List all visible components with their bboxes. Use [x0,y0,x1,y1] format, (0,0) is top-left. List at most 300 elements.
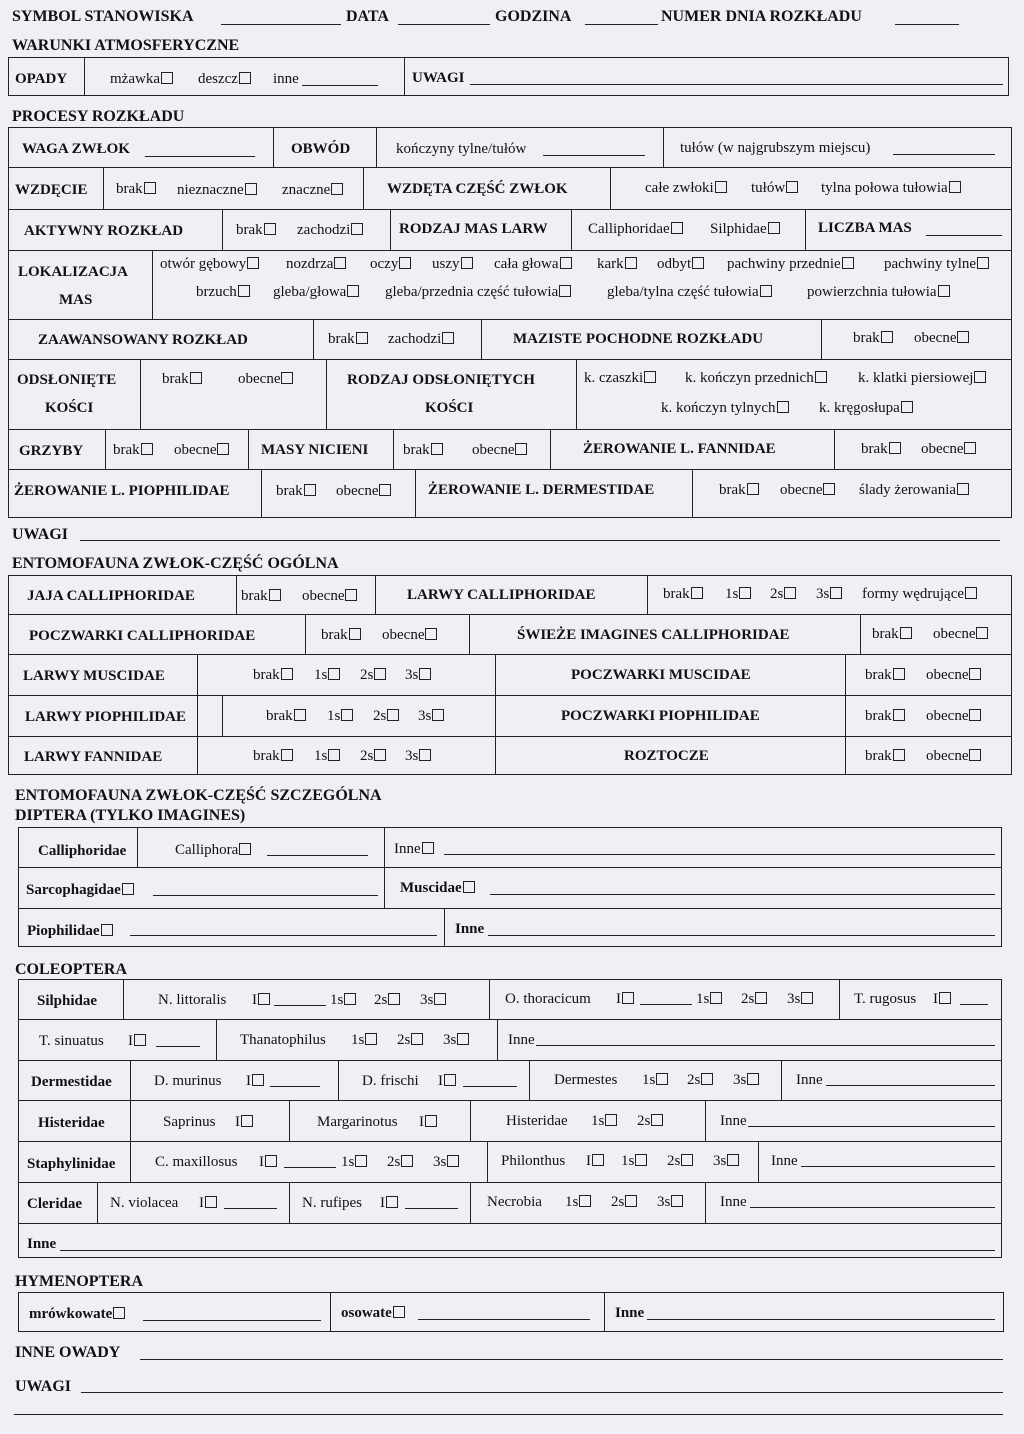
larwy-musc-2s-text: 2s [360,667,374,683]
cell-divider [130,1100,131,1141]
coleo-inne-row-label [27,1235,56,1253]
wzdecie-znaczne-checkbox[interactable] [331,183,343,195]
pocz-call-brak-checkbox[interactable] [349,628,361,640]
fill-in-line[interactable] [156,1046,200,1047]
final-uwagi-label [15,1378,71,1396]
tulow-option-text: tułów [751,180,786,196]
c-maxillosus-2s-text: 2s [387,1154,401,1170]
dermestes-3s-checkbox[interactable] [747,1073,759,1085]
c-maxillosus-i [259,1153,277,1171]
dermestidae-obecne-checkbox[interactable] [823,483,835,495]
lok2-gleba-tylna-cz-tu-owia-text: gleba/tylna część tułowia [607,284,759,300]
philonthus-1s [621,1152,647,1170]
histeridae-2s-checkbox[interactable] [651,1114,663,1126]
t-sinuatus-i-checkbox[interactable] [134,1034,146,1046]
jaja-brak-checkbox[interactable] [269,589,281,601]
larwy-pioph-2s [373,707,399,725]
niciebi-brak [403,441,443,459]
lok2-gleba-przednia-cz-tu-owia-checkbox[interactable] [559,285,571,297]
row-divider [18,1182,1002,1183]
final-uwagi-field[interactable] [81,1392,1003,1393]
coleoptera-title-text: COLEOPTERA [15,961,128,978]
larwy-fann-brak-checkbox[interactable] [281,749,293,761]
lok-pachwiny-przednie-checkbox[interactable] [842,257,854,269]
lok-oczy-checkbox[interactable] [399,257,411,269]
lokalizacja-mas-label-text: MAS [59,292,93,308]
mrowkowate-field[interactable] [143,1320,321,1321]
sarcophagidae-field[interactable] [153,895,378,896]
warunki-title [12,37,239,55]
mrowkowate-option [29,1305,125,1323]
k-kregoslupa-option-checkbox[interactable] [901,401,913,413]
aktywny-label-text: AKTYWNY ROZKŁAD [24,223,184,239]
warunki-uwagi-field[interactable] [470,84,1003,85]
lok-uszy-checkbox[interactable] [461,257,473,269]
zaawansowany-zachodzi-checkbox[interactable] [442,332,454,344]
fannidae-brak-checkbox[interactable] [889,442,901,454]
piophilidae-obecne-checkbox[interactable] [379,484,391,496]
procesy-uwagi-field[interactable] [80,540,1000,541]
philonthus-i-text: I [586,1153,591,1169]
histeridae-1s-checkbox[interactable] [605,1114,617,1126]
dermestidae-brak-text: brak [719,482,746,498]
cell-divider [497,1019,498,1060]
fill-in-line[interactable] [274,1005,326,1006]
larwy-musc-brak-checkbox[interactable] [281,668,293,680]
lok-uszy-text: uszy [432,256,460,272]
k-czaszki-option [584,369,656,387]
o-thoracicum-3s-checkbox[interactable] [801,992,813,1004]
hymenoptera-title-text: HYMENOPTERA [15,1273,143,1290]
cale-zwloki-option-text: całe zwłoki [645,180,714,196]
necrobia-3s-checkbox[interactable] [671,1195,683,1207]
jaja-obecne-checkbox[interactable] [345,589,357,601]
row-divider [18,867,1002,868]
lok-ca-a-g-owa-checkbox[interactable] [560,257,572,269]
cell-divider [610,167,611,209]
pocz-call-obecne-checkbox[interactable] [425,628,437,640]
grzyby-obecne-checkbox[interactable] [217,443,229,455]
t-rugosus-i-checkbox[interactable] [939,992,951,1004]
grzyby-brak-checkbox[interactable] [141,443,153,455]
wzdecie-znaczne [282,181,343,199]
fannidae-obecne [921,440,976,458]
dermestes-2s [687,1071,713,1089]
n-littoralis-i [252,991,270,1009]
lok-ca-a-g-owa-text: cała głowa [494,256,559,272]
dermestidae-obecne [780,481,835,499]
ogolna-pocz-musc-brak-checkbox[interactable] [893,668,905,680]
piophilidae-brak-text: brak [276,483,303,499]
o-thoracicum-2s-checkbox[interactable] [755,992,767,1004]
inne-field[interactable] [302,85,378,86]
row-divider [8,250,1012,251]
cell-divider [390,209,391,250]
n-littoralis-3s-text: 3s [420,992,434,1008]
larwy-pioph-2s-checkbox[interactable] [387,709,399,721]
swieze-obecne-checkbox[interactable] [976,627,988,639]
inne-option [273,70,299,88]
wzdecie-brak-checkbox[interactable] [144,182,156,194]
procesy-title-text: PROCESY ROZKŁADU [12,108,185,125]
silphidae-label [37,992,97,1010]
d-murinus-label-text: D. murinus [154,1073,222,1089]
wzdecie-brak [116,180,156,198]
cell-divider [845,654,846,775]
kosci-obecne-checkbox[interactable] [281,372,293,384]
diptera-table [18,827,1002,947]
day-number-field[interactable] [895,24,959,25]
n-littoralis-3s-checkbox[interactable] [434,993,446,1005]
n-littoralis-2s [374,991,400,1009]
d-murinus-i-checkbox[interactable] [252,1074,264,1086]
szczegolna-title [15,787,382,805]
larwy-pioph-1s-checkbox[interactable] [341,709,353,721]
c-maxillosus-1s-checkbox[interactable] [355,1155,367,1167]
row-divider [18,1141,1002,1142]
dermestes-1s-checkbox[interactable] [656,1073,668,1085]
thanatophilus-2s-checkbox[interactable] [411,1033,423,1045]
cell-divider [289,1182,290,1223]
coleo-inne-1-text: Inne [508,1032,535,1048]
philonthus-2s-checkbox[interactable] [681,1154,693,1166]
mas-calliphoridae-text: Calliphoridae [588,221,670,237]
larwy-call-2s-text: 2s [770,586,784,602]
obwod-label-text: OBWÓD [291,141,351,157]
larwy-pioph-brak-checkbox[interactable] [294,709,306,721]
t-sinuatus-i [128,1032,146,1050]
liczba-mas-field[interactable] [926,235,1002,236]
ogolna-pocz-musc-label-text: POCZWARKI MUSCIDAE [571,667,751,683]
calliphora-option-checkbox[interactable] [239,843,251,855]
ogolna-pocz-musc-brak [865,666,905,684]
cell-divider [273,127,274,167]
formy-wedrujace-checkbox[interactable] [965,587,977,599]
lok2-brzuch [196,283,250,301]
larwy-call-3s-text: 3s [816,586,830,602]
larwy-pioph-2s-text: 2s [373,708,387,724]
larwy-musc-1s-checkbox[interactable] [328,668,340,680]
aktywny-zachodzi-text: zachodzi [297,222,351,238]
fill-in-line[interactable] [748,1126,995,1127]
aktywny-brak-text: brak [236,222,263,238]
larwy-fann-3s-checkbox[interactable] [419,749,431,761]
philonthus-1s-checkbox[interactable] [635,1154,647,1166]
coleo-inne-2-text: Inne [796,1072,823,1088]
zaawansowany-label [38,331,248,349]
osowate-option-checkbox[interactable] [393,1306,405,1318]
staphylinidae-label [27,1155,115,1173]
grzyby-label-text: GRZYBY [19,443,84,459]
time-field[interactable] [585,24,658,25]
lok-nozdrza-text: nozdrza [286,256,334,272]
rodzaj-mas-label-text: RODZAJ MAS LARW [399,221,548,237]
fill-in-line[interactable] [826,1085,995,1086]
cell-divider [305,614,306,654]
philonthus-1s-text: 1s [621,1153,635,1169]
maziste-obecne-checkbox[interactable] [957,331,969,343]
necrobia-1s-checkbox[interactable] [579,1195,591,1207]
row-divider [18,1100,1002,1101]
larwy-fann-1s-checkbox[interactable] [328,749,340,761]
deszcz-option-checkbox[interactable] [239,72,251,84]
larwy-fann-brak-text: brak [253,748,280,764]
larwy-call-1s-checkbox[interactable] [739,587,751,599]
waga-field[interactable] [145,156,255,157]
larwy-call-3s-checkbox[interactable] [830,587,842,599]
margarinotus-i-checkbox[interactable] [425,1115,437,1127]
pocz-call-brak [321,626,361,644]
lok-nozdrza [286,255,346,273]
larwy-fann-2s-checkbox[interactable] [374,749,386,761]
cell-divider [834,429,835,469]
fill-in-line[interactable] [270,1086,320,1087]
aktywny-zachodzi-checkbox[interactable] [351,223,363,235]
c-maxillosus-3s [433,1153,459,1171]
cell-divider [140,359,141,429]
mas-silphidae-text: Silphidae [710,221,767,237]
cell-divider [97,1182,98,1223]
dip-inne-field[interactable] [444,854,995,855]
larwy-fann-label-text: LARWY FANNIDAE [24,749,163,765]
ogolna-roztocze-label-text: ROZTOCZE [624,748,709,764]
fill-in-line[interactable] [224,1208,277,1209]
d-frischi-i-checkbox[interactable] [444,1074,456,1086]
t-sinuatus-label [39,1032,104,1050]
lok-otw-r-g-bowy-checkbox[interactable] [247,257,259,269]
coleo-inne-5-text: Inne [720,1194,747,1210]
wzdecie-nieznaczne-text: nieznaczne [177,182,244,198]
larwy-call-label [407,586,596,604]
tulow-option [751,179,798,197]
lok2-gleba-g-owa-text: gleba/głowa [273,284,347,300]
mas-calliphoridae-checkbox[interactable] [671,222,683,234]
date-field[interactable] [398,24,490,25]
jaja-brak [241,587,281,605]
lok2-powierzchnia-tu-owia-text: powierzchnia tułowia [807,284,937,300]
pocz-call-obecne-text: obecne [382,627,425,643]
philonthus-3s-checkbox[interactable] [727,1154,739,1166]
hym-inne-field[interactable] [647,1319,995,1320]
fill-in-line[interactable] [640,1004,692,1005]
zaawansowany-brak-checkbox[interactable] [356,332,368,344]
coleoptera-title [15,961,127,979]
ogolna-pocz-pioph-brak-checkbox[interactable] [893,709,905,721]
masy-nicieni-label [261,441,368,459]
necrobia-2s-checkbox[interactable] [625,1195,637,1207]
n-littoralis-i-text: I [252,992,257,1008]
larwy-musc-3s-checkbox[interactable] [419,668,431,680]
cell-divider [123,979,124,1019]
lok-odbyt-checkbox[interactable] [692,257,704,269]
muscidae-field[interactable] [490,894,995,895]
n-violacea-label-text: N. violacea [110,1195,179,1211]
cell-divider [289,1100,290,1141]
grzyby-obecne-text: obecne [174,442,217,458]
lok2-gleba-tylna-cz-tu-owia-checkbox[interactable] [760,285,772,297]
fill-in-line[interactable] [750,1207,995,1208]
k-czaszki-option-checkbox[interactable] [644,371,656,383]
cell-divider [105,429,106,469]
n-littoralis-i-checkbox[interactable] [258,993,270,1005]
niciebi-brak-checkbox[interactable] [431,443,443,455]
header-symbol-label [12,8,194,26]
dip2-inne-label-text: Inne [455,921,485,937]
muscidae-option-checkbox[interactable] [463,881,475,893]
cell-divider [758,1141,759,1182]
zer-fannidae-label [583,440,776,458]
coleo-inne-row-label-text: Inne [27,1236,57,1252]
slady-option-checkbox[interactable] [957,483,969,495]
odsloniete-label-text: ODSŁONIĘTE [17,372,117,388]
larwy-fann-3s-text: 3s [405,748,419,764]
o-thoracicum-1s-checkbox[interactable] [710,992,722,1004]
k-konczyn-przednich-option-checkbox[interactable] [815,371,827,383]
larwy-musc-3s [405,666,431,684]
wzdecie-nieznaczne-checkbox[interactable] [245,183,257,195]
zer-piophilidae-label [14,482,229,500]
c-maxillosus-2s-checkbox[interactable] [401,1155,413,1167]
staphylinidae-label-text: Staphylinidae [27,1156,116,1172]
row-divider [18,1019,1002,1020]
inne-owady-field[interactable] [140,1359,1003,1360]
sarcophagidae-option-checkbox[interactable] [122,883,134,895]
ogolna-pocz-pioph-brak-text: brak [865,708,892,724]
ogolna-pocz-pioph-obecne-checkbox[interactable] [969,709,981,721]
ogolna-roztocze-brak-text: brak [865,748,892,764]
niciebi-obecne-checkbox[interactable] [515,443,527,455]
c-maxillosus-3s-checkbox[interactable] [447,1155,459,1167]
tylna-polowa-option-checkbox[interactable] [949,181,961,193]
row-divider [8,695,1012,696]
lok-pachwiny-tylne-checkbox[interactable] [977,257,989,269]
mas-silphidae-checkbox[interactable] [768,222,780,234]
swieze-brak [872,625,912,643]
dermestes-1s [642,1071,668,1089]
saprinus-i-checkbox[interactable] [241,1115,253,1127]
larwy-fann-3s [405,747,431,765]
k-klatki-option-checkbox[interactable] [974,371,986,383]
symbol-field[interactable] [221,24,341,25]
lok2-brzuch-checkbox[interactable] [238,285,250,297]
philonthus-i-checkbox[interactable] [592,1154,604,1166]
piophilidae-option-checkbox[interactable] [101,924,113,936]
cell-divider [375,575,376,614]
opady-label-text: OPADY [15,71,68,87]
cleridae-label-text: Cleridae [27,1196,82,1212]
maziste-obecne-text: obecne [914,330,957,346]
larwy-musc-2s-checkbox[interactable] [374,668,386,680]
lok2-gleba-g-owa-checkbox[interactable] [347,285,359,297]
aktywny-brak-checkbox[interactable] [264,223,276,235]
thanatophilus-1s-checkbox[interactable] [365,1033,377,1045]
fannidae-obecne-checkbox[interactable] [964,442,976,454]
swieze-label-text: ŚWIEŻE IMAGINES CALLIPHORIDAE [517,627,790,643]
maziste-brak-checkbox[interactable] [881,331,893,343]
tulow-option-checkbox[interactable] [786,181,798,193]
ogolna-pocz-musc-obecne-text: obecne [926,667,969,683]
cell-divider [330,1292,331,1332]
final-uwagi-field-2[interactable] [14,1414,1003,1415]
zaawansowany-zachodzi [388,330,454,348]
swieze-label [517,626,790,644]
k-konczyn-tylnych-option-checkbox[interactable] [777,401,789,413]
row-divider [8,209,1012,210]
margarinotus-label-text: Margarinotus [317,1114,398,1130]
piophilidae-brak-checkbox[interactable] [304,484,316,496]
calliphora-field[interactable] [267,855,368,856]
larwy-call-brak-checkbox[interactable] [691,587,703,599]
tulow-field[interactable] [893,154,995,155]
fill-in-line[interactable] [801,1166,995,1167]
larwy-musc-3s-text: 3s [405,667,419,683]
fill-in-line[interactable] [960,1004,988,1005]
silphidae-label-text: Silphidae [37,993,98,1009]
cell-divider [663,127,664,167]
n-littoralis-1s [330,991,356,1009]
k-konczyn-przednich-option-text: k. kończyn przednich [685,370,814,386]
fill-in-line[interactable] [463,1086,517,1087]
margarinotus-label [317,1113,398,1131]
k-klatki-option [858,369,986,387]
dermestes-2s-checkbox[interactable] [701,1073,713,1085]
dip-inne-option-checkbox[interactable] [422,842,434,854]
procesy-uwagi-label [12,526,68,544]
cell-divider [261,469,262,518]
n-littoralis-2s-checkbox[interactable] [388,993,400,1005]
piophilidae-field[interactable] [130,935,437,936]
fill-in-line[interactable] [60,1250,995,1251]
lok-kark-checkbox[interactable] [625,257,637,269]
lok-nozdrza-checkbox[interactable] [334,257,346,269]
larwy-pioph-3s-checkbox[interactable] [432,709,444,721]
thanatophilus-3s-checkbox[interactable] [457,1033,469,1045]
dermestidae-brak-checkbox[interactable] [747,483,759,495]
lok2-powierzchnia-tu-owia-checkbox[interactable] [938,285,950,297]
n-violacea-i-checkbox[interactable] [205,1196,217,1208]
osowate-field[interactable] [418,1319,590,1320]
dermestidae-obecne-text: obecne [780,482,823,498]
masy-nicieni-label-text: MASY NICIENI [261,442,369,458]
mas-silphidae [710,220,780,238]
ogolna-pocz-musc-obecne-checkbox[interactable] [969,668,981,680]
kosci-brak-checkbox[interactable] [190,372,202,384]
dip2-inne-field[interactable] [488,935,995,936]
ogolna-roztocze-brak-checkbox[interactable] [893,749,905,761]
larwy-call-2s-checkbox[interactable] [784,587,796,599]
fill-in-line[interactable] [284,1167,336,1168]
swieze-brak-checkbox[interactable] [900,627,912,639]
lok2-gleba-g-owa [273,283,359,301]
fill-in-line[interactable] [536,1045,995,1046]
fill-in-line[interactable] [405,1208,458,1209]
o-thoracicum-i-checkbox[interactable] [622,992,634,1004]
n-littoralis-1s-checkbox[interactable] [344,993,356,1005]
muscidae-option [400,879,475,897]
mrowkowate-option-checkbox[interactable] [113,1307,125,1319]
konczyny-field[interactable] [543,155,645,156]
hym-inne-label-text: Inne [615,1305,645,1321]
mzawka-option-checkbox[interactable] [161,72,173,84]
ogolna-roztocze-obecne-checkbox[interactable] [969,749,981,761]
cell-divider [152,250,153,319]
inne-owady-label [15,1344,120,1362]
c-maxillosus-i-checkbox[interactable] [265,1155,277,1167]
larwy-fann-2s [360,747,386,765]
histeridae-label [38,1114,105,1132]
n-rufipes-i-checkbox[interactable] [386,1196,398,1208]
cale-zwloki-option-checkbox[interactable] [715,181,727,193]
